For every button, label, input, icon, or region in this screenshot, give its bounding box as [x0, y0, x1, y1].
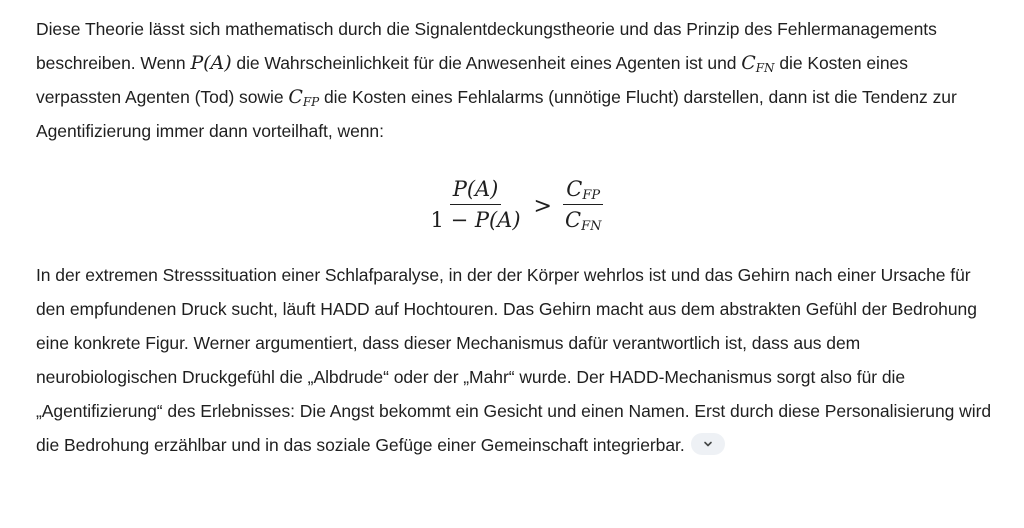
paragraph-theory-text-2: die Wahrscheinlichkeit für die Anwesenheit eines Agenten ist und	[231, 53, 742, 73]
formula-greater-than: >	[533, 193, 552, 219]
paragraph-hadd-text: In der extremen Stresssituation einer Schlafparalyse, in der der Körper wehrlos ist und das Gehirn nach einer Ursache für den empfundenen Druck sucht, läuft HADD auf Hochtouren. Das Gehirn macht aus dem abstrakten Gefühl der Bedrohung eine konkrete Figur. Werner argumentiert, dass dieser Mechanismus dafür verantwortlich ist, dass aus dem neurobiologischen Druckgefühl die „Albdrude“ oder der „Mahr“ wurde. Der HADD-Mechanismus sorgt also für die „Agentifizierung“ des Erlebnisses: Die Angst bekommt ein Gesicht und einen Namen. Erst durch diese Personalisierung wird die Bedrohung erzählbar und in das soziale Gefüge einer Gemeinschaft integrierbar.	[36, 265, 992, 455]
math-cost-fp-sub: FP	[302, 95, 320, 109]
formula-den-probability: P(A)	[474, 207, 521, 232]
expand-source-button[interactable]	[691, 433, 725, 455]
formula-right-num-sub: FP	[582, 187, 601, 203]
formula-right-denominator	[562, 205, 604, 235]
math-cost-fn	[741, 52, 774, 74]
formula-one: 1	[430, 207, 444, 232]
math-probability: P(A)	[190, 52, 232, 74]
paragraph-theory-text-4: die Kosten eines Fehlalarms (unnötige Flucht) darstellen, dann ist die Tendenz zur Agentifizierung immer dann vorteilhaft, wenn:	[36, 87, 957, 141]
formula-minus: −	[443, 207, 475, 232]
math-cost-fp-base: C	[288, 86, 303, 108]
formula-right-num-base: C	[566, 176, 583, 201]
formula-left-fraction	[428, 174, 524, 235]
formula-right-fraction	[562, 174, 604, 235]
formula-block	[36, 156, 996, 252]
math-cost-fn-base: C	[741, 52, 756, 74]
formula-left-denominator	[428, 205, 524, 235]
formula-right-den-sub: FN	[581, 218, 602, 234]
response-content	[36, 12, 996, 462]
paragraph-hadd	[36, 258, 996, 462]
chevron-down-icon	[702, 438, 714, 450]
formula-right-den-base: C	[564, 207, 582, 232]
paragraph-theory	[36, 12, 996, 148]
formula-left-numerator: P(A)	[450, 174, 502, 205]
paragraph-theory-text-1: Diese Theorie lässt sich mathematisch durch die Signalentdeckungstheorie und das Prinzip des Fehlermanagements beschreiben. Wenn	[36, 19, 937, 73]
math-cost-fn-sub: FN	[755, 61, 775, 75]
paragraph-theory-text-3: die Kosten eines verpassten Agenten (Tod) sowie	[36, 53, 908, 107]
math-cost-fp	[288, 86, 319, 108]
formula-right-numerator	[563, 174, 603, 205]
